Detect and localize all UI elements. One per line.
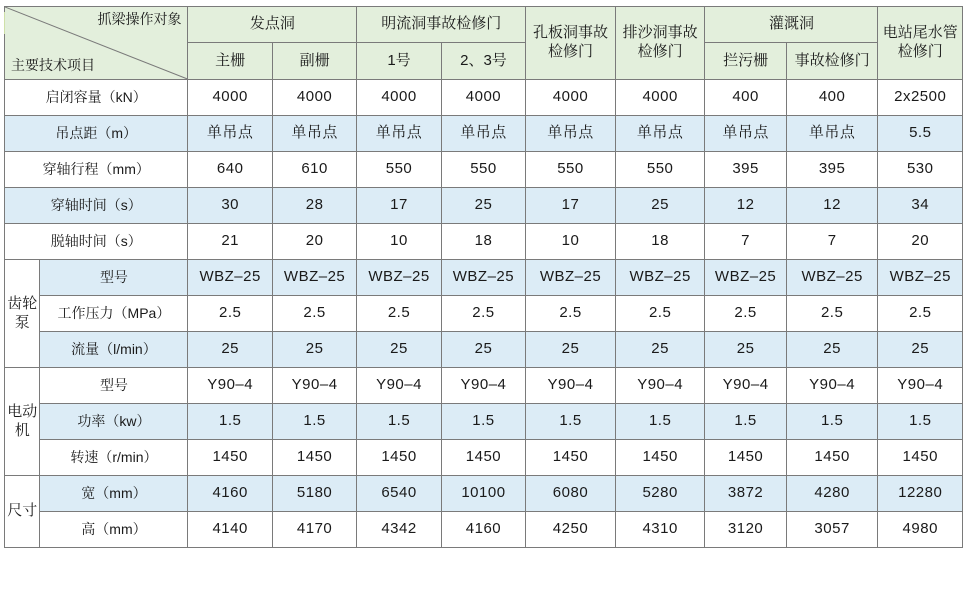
cell: 12280	[878, 476, 963, 512]
cell: 1450	[188, 440, 272, 476]
cell: 610	[272, 152, 356, 188]
cell: WBZ–25	[526, 260, 616, 296]
cell: 18	[441, 224, 525, 260]
table-row	[5, 512, 963, 548]
table-row	[5, 152, 963, 188]
cell: 2.5	[615, 296, 705, 332]
cell: 25	[441, 188, 525, 224]
cell: 1.5	[441, 404, 525, 440]
cell: 2.5	[878, 296, 963, 332]
cell: 18	[615, 224, 705, 260]
cell: 2.5	[705, 296, 786, 332]
cell: 1450	[272, 440, 356, 476]
cell: 2x2500	[878, 80, 963, 116]
group-header-mingliudong: 明流洞事故检修门	[357, 7, 526, 43]
cell: 1.5	[878, 404, 963, 440]
sub-header-zhushan: 主栅	[188, 43, 272, 80]
cell: WBZ–25	[441, 260, 525, 296]
cell: 12	[705, 188, 786, 224]
cell: 25	[188, 332, 272, 368]
cell: 4160	[441, 512, 525, 548]
cell: 10	[357, 224, 441, 260]
cell: WBZ–25	[705, 260, 786, 296]
cell: 25	[786, 332, 878, 368]
spec-table-sheet	[0, 6, 967, 606]
cell: WBZ–25	[786, 260, 878, 296]
cell: 1.5	[615, 404, 705, 440]
cell: 34	[878, 188, 963, 224]
group-header-paishadong: 排沙洞事故检修门	[615, 7, 705, 80]
cell: 1.5	[188, 404, 272, 440]
group-label-gear-pump: 齿轮泵	[5, 260, 40, 368]
cell: Y90–4	[705, 368, 786, 404]
corner-bottom-label: 主要技术项目	[11, 56, 95, 73]
cell: 4250	[526, 512, 616, 548]
row-label: 穿轴时间（s）	[5, 188, 188, 224]
cell: 550	[441, 152, 525, 188]
cell: 1450	[526, 440, 616, 476]
row-label: 高（mm）	[40, 512, 188, 548]
cell: 30	[188, 188, 272, 224]
row-label: 流量（l/min）	[40, 332, 188, 368]
cell: 2.5	[526, 296, 616, 332]
row-label: 转速（r/min）	[40, 440, 188, 476]
cell: 单吊点	[272, 116, 356, 152]
group-header-guangaidong: 灌溉洞	[705, 7, 878, 43]
cell: 1.5	[357, 404, 441, 440]
cell: 7	[786, 224, 878, 260]
cell: 2.5	[272, 296, 356, 332]
cell: 5.5	[878, 116, 963, 152]
cell: 1450	[615, 440, 705, 476]
cell: Y90–4	[878, 368, 963, 404]
cell: 530	[878, 152, 963, 188]
cell: Y90–4	[526, 368, 616, 404]
cell: 6540	[357, 476, 441, 512]
cell: 4000	[272, 80, 356, 116]
cell: 25	[357, 332, 441, 368]
cell: 单吊点	[786, 116, 878, 152]
cell: 5180	[272, 476, 356, 512]
cell: 单吊点	[188, 116, 272, 152]
cell: 1450	[441, 440, 525, 476]
cell: 17	[526, 188, 616, 224]
cell: 25	[615, 188, 705, 224]
corner-top-label: 抓梁操作对象	[97, 11, 182, 27]
cell: 28	[272, 188, 356, 224]
sub-header-23hao: 2、3号	[441, 43, 525, 80]
cell: 2.5	[188, 296, 272, 332]
group-label-motor: 电动机	[5, 368, 40, 476]
cell: 2.5	[786, 296, 878, 332]
cell: 20	[878, 224, 963, 260]
cell: 10100	[441, 476, 525, 512]
cell: 单吊点	[705, 116, 786, 152]
corner-header-cell	[5, 7, 188, 80]
table-row	[5, 332, 963, 368]
cell: 1.5	[786, 404, 878, 440]
cell: Y90–4	[615, 368, 705, 404]
cell: 4280	[786, 476, 878, 512]
cell: 20	[272, 224, 356, 260]
cell: 3872	[705, 476, 786, 512]
cell: 395	[705, 152, 786, 188]
cell: 550	[615, 152, 705, 188]
sub-header-lanwushan: 拦污栅	[705, 43, 786, 80]
cell: 400	[705, 80, 786, 116]
cell: 25	[272, 332, 356, 368]
table-row	[5, 476, 963, 512]
group-header-kongbandong: 孔板洞事故检修门	[526, 7, 616, 80]
cell: 7	[705, 224, 786, 260]
cell: 21	[188, 224, 272, 260]
cell: 4160	[188, 476, 272, 512]
cell: WBZ–25	[188, 260, 272, 296]
cell: WBZ–25	[878, 260, 963, 296]
row-label: 型号	[40, 260, 188, 296]
cell: 1.5	[272, 404, 356, 440]
cell: Y90–4	[441, 368, 525, 404]
cell: 1.5	[705, 404, 786, 440]
cell: 400	[786, 80, 878, 116]
row-label: 型号	[40, 368, 188, 404]
cell: 1450	[878, 440, 963, 476]
cell: 4000	[615, 80, 705, 116]
group-label-size: 尺寸	[5, 476, 40, 548]
cell: 25	[878, 332, 963, 368]
row-label: 宽（mm）	[40, 476, 188, 512]
cell: 4000	[526, 80, 616, 116]
table-row	[5, 116, 963, 152]
cell: 550	[526, 152, 616, 188]
cell: WBZ–25	[272, 260, 356, 296]
cell: 4170	[272, 512, 356, 548]
cell: Y90–4	[357, 368, 441, 404]
table-row	[5, 440, 963, 476]
row-label: 脱轴时间（s）	[5, 224, 188, 260]
cell: 4342	[357, 512, 441, 548]
cell: 25	[441, 332, 525, 368]
cell: 3120	[705, 512, 786, 548]
table-row	[5, 260, 963, 296]
sub-header-1hao: 1号	[357, 43, 441, 80]
row-label: 吊点距（m）	[5, 116, 188, 152]
cell: 4310	[615, 512, 705, 548]
cell: WBZ–25	[615, 260, 705, 296]
cell: 17	[357, 188, 441, 224]
cell: 25	[526, 332, 616, 368]
table-row	[5, 404, 963, 440]
cell: 395	[786, 152, 878, 188]
cell: 5280	[615, 476, 705, 512]
cell: 4000	[188, 80, 272, 116]
cell: 1450	[786, 440, 878, 476]
cell: Y90–4	[188, 368, 272, 404]
table-row	[5, 80, 963, 116]
cell: 640	[188, 152, 272, 188]
row-label: 工作压力（MPa）	[40, 296, 188, 332]
row-label: 启闭容量（kN）	[5, 80, 188, 116]
cell: WBZ–25	[357, 260, 441, 296]
table-row	[5, 368, 963, 404]
cell: 4140	[188, 512, 272, 548]
sub-header-shigujianxiumen: 事故检修门	[786, 43, 878, 80]
cell: 6080	[526, 476, 616, 512]
cell: 4980	[878, 512, 963, 548]
cell: 单吊点	[357, 116, 441, 152]
cell: 12	[786, 188, 878, 224]
cell: 10	[526, 224, 616, 260]
cell: 4000	[357, 80, 441, 116]
cell: 1450	[357, 440, 441, 476]
cell: Y90–4	[786, 368, 878, 404]
cell: 单吊点	[615, 116, 705, 152]
sub-header-fushan: 副栅	[272, 43, 356, 80]
cell: 2.5	[441, 296, 525, 332]
table-row	[5, 188, 963, 224]
row-label: 功率（kw）	[40, 404, 188, 440]
cell: 25	[615, 332, 705, 368]
cell: 单吊点	[526, 116, 616, 152]
cell: 25	[705, 332, 786, 368]
cell: 4000	[441, 80, 525, 116]
table-row	[5, 224, 963, 260]
table-row	[5, 296, 963, 332]
cell: 1.5	[526, 404, 616, 440]
row-label: 穿轴行程（mm）	[5, 152, 188, 188]
technical-spec-table	[4, 6, 963, 548]
cell: 2.5	[357, 296, 441, 332]
group-header-faidiandong: 发点洞	[188, 7, 357, 43]
group-header-dianzhanweishui: 电站尾水管检修门	[878, 7, 963, 80]
cell: 单吊点	[441, 116, 525, 152]
cell: 1450	[705, 440, 786, 476]
cell: 550	[357, 152, 441, 188]
cell: Y90–4	[272, 368, 356, 404]
cell: 3057	[786, 512, 878, 548]
